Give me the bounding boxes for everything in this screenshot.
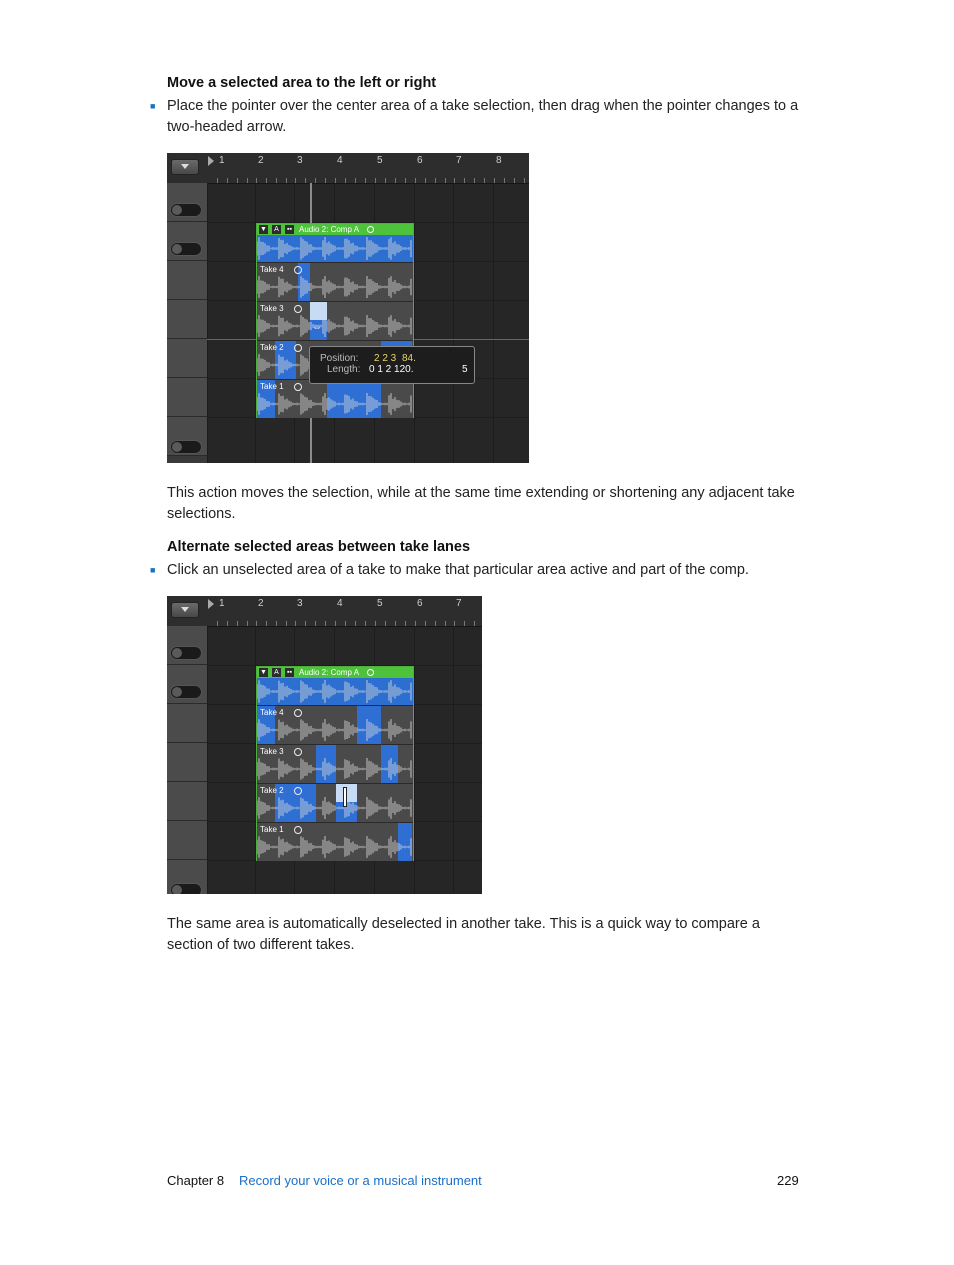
comp-circle-icon [367,669,374,676]
take-folder-region[interactable] [256,223,414,418]
take-label: Take 1 [260,825,284,834]
comp-title: Audio 2: Comp A [299,225,359,234]
length-label: Length: [327,364,361,375]
take-circle-icon [294,305,302,313]
bar-ruler [167,596,482,627]
take-lane-take-2[interactable] [257,783,413,822]
section-heading-alternate: Alternate selected areas between take lanes [167,539,471,555]
text-cursor-icon [343,787,347,807]
paragraph-move-result: This action moves the selection, while at the same time extending or shortening any adjacent take selections. [167,485,795,522]
bullet-text: Place the pointer over the center area of a take selection, then drag when the pointer changes to a two-headed arrow. [167,98,799,135]
waveform [257,758,411,780]
bar-number: 8 [496,155,502,166]
bullet-item-move [150,96,800,138]
bullet-square-icon: ■ [150,565,156,575]
take-folder-screenshot-2 [167,596,482,894]
bar-number: 7 [456,155,462,166]
take-label: Take 4 [260,708,284,717]
take-label: Take 1 [260,382,284,391]
bar-number: 3 [297,598,303,609]
take-circle-icon [294,709,302,717]
take-circle-icon [294,266,302,274]
track-on-toggle[interactable] [170,883,202,894]
take-folder-region[interactable] [256,666,414,861]
bullet-item-alternate [150,560,800,581]
bar-number: 6 [417,155,423,166]
track-menu-button[interactable] [171,602,199,618]
take-circle-icon [294,383,302,391]
waveform [257,237,411,260]
track-on-toggle[interactable] [170,646,202,660]
bar-number: 2 [258,155,264,166]
track-on-toggle[interactable] [170,685,202,699]
comp-waveform [257,678,413,705]
waveform [257,393,411,415]
take-circle-icon [294,826,302,834]
comp-a-icon[interactable]: A [272,668,281,677]
bar-number: 4 [337,598,343,609]
waveform [257,680,411,703]
waveform [257,315,411,337]
length-value: 0 1 2 120. [369,364,414,375]
disclosure-triangle-icon[interactable]: ▼ [260,669,267,676]
bar-number: 2 [258,598,264,609]
footer-chapter: Chapter 8 [167,1173,225,1188]
comp-waveform [257,235,413,262]
comp-a-icon[interactable]: A [272,225,281,234]
take-circle-icon [294,748,302,756]
take-lane-take-1[interactable] [257,822,413,861]
take-lane-take-4[interactable] [257,262,413,301]
waveform [257,836,411,858]
page-number: 229 [777,1173,799,1188]
take-lane-take-1[interactable] [257,379,413,418]
take-lane-take-4[interactable] [257,705,413,744]
comp-circle-icon [367,226,374,233]
bullet-text: Click an unselected area of a take to make that particular area active and part of the comp. [167,562,749,578]
track-on-toggle[interactable] [170,203,202,217]
section-heading-move: Move a selected area to the left or right [167,75,437,91]
bar-ruler [167,153,529,184]
two-headed-arrow-icon: ⇔ [312,322,322,333]
position-value: 2 2 3 [374,353,397,364]
bar-number: 4 [337,155,343,166]
waveform [257,719,411,741]
quick-swipe-icon[interactable]: ▪▪ [285,668,294,677]
footer-chapter-link[interactable]: Record your voice or a musical instrument [239,1173,482,1188]
take-label: Take 2 [260,343,284,352]
take-label: Take 2 [260,786,284,795]
track-header-column [167,626,208,894]
quick-swipe-icon[interactable]: ▪▪ [285,225,294,234]
bar-number: 7 [456,598,462,609]
track-on-toggle[interactable] [170,440,202,454]
waveform [257,797,411,819]
bullet-square-icon: ■ [150,101,156,111]
take-label: Take 3 [260,747,284,756]
disclosure-triangle-icon[interactable]: ▼ [260,226,267,233]
track-menu-button[interactable] [171,159,199,175]
comp-header[interactable] [257,667,413,678]
take-circle-icon [294,787,302,795]
position-help-tag [309,346,475,384]
bar-number: 1 [219,598,225,609]
comp-title: Audio 2: Comp A [299,668,359,677]
bar-number: 5 [377,155,383,166]
position-label: Position: [320,353,359,364]
paragraph-alternate-result: The same area is automatically deselected in another take. This is a quick way to compare a section of two different takes. [167,916,760,953]
comp-header[interactable] [257,224,413,235]
tooltip-extra: 5 [462,364,468,375]
bar-number: 3 [297,155,303,166]
track-on-toggle[interactable] [170,242,202,256]
waveform [257,276,411,298]
take-lane-take-3[interactable] [257,744,413,783]
bar-number: 1 [219,155,225,166]
position-value-ticks: 84. [402,353,416,364]
take-label: Take 3 [260,304,284,313]
take-folder-screenshot-1 [167,153,529,463]
take-lane-take-3[interactable] [257,301,413,340]
take-label: Take 4 [260,265,284,274]
bar-number: 5 [377,598,383,609]
bar-number: 6 [417,598,423,609]
track-header-column [167,183,208,463]
take-circle-icon [294,344,302,352]
